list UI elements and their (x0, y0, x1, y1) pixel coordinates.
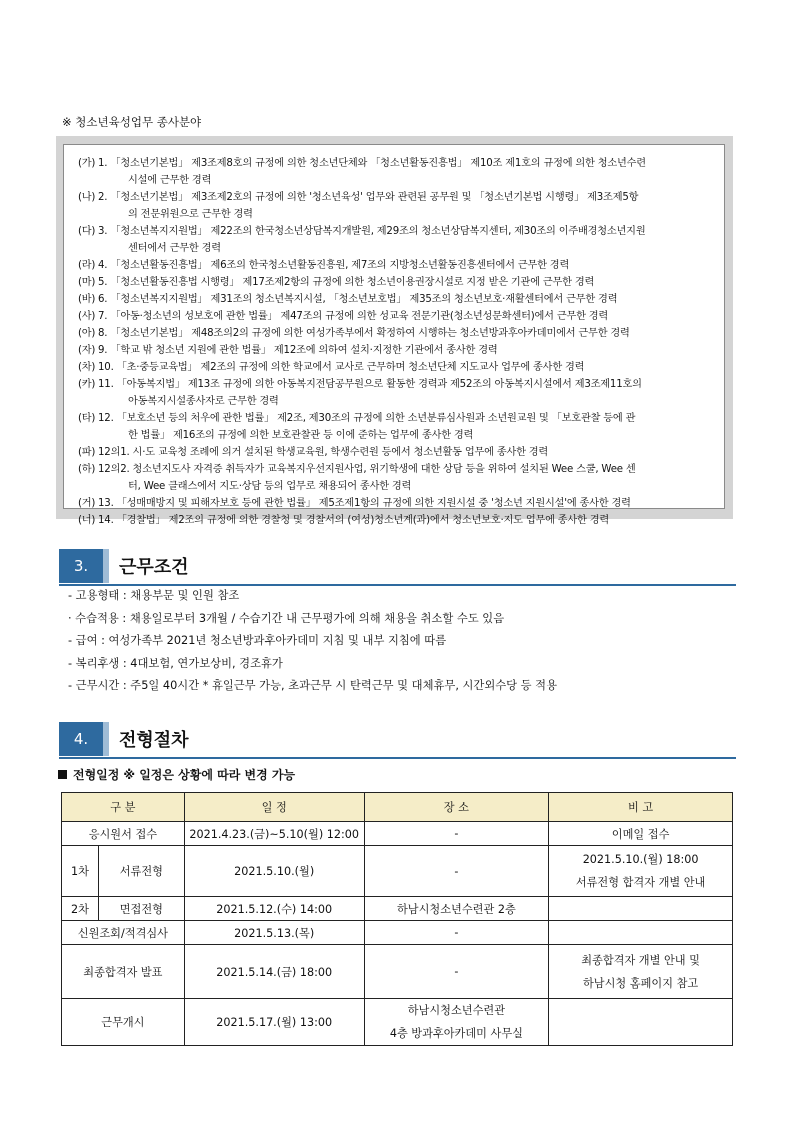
row-note (549, 897, 733, 921)
qualification-box (56, 136, 733, 526)
table-row (62, 945, 733, 999)
qualification-item (78, 461, 714, 478)
table-row (62, 921, 733, 945)
section-rule (59, 757, 736, 759)
qualification-item (78, 291, 714, 308)
row-date: 2021.5.13.(목) (184, 921, 364, 945)
qualification-mark (78, 206, 98, 223)
qualification-item (78, 172, 714, 189)
schedule-title: 전형일정 (73, 768, 120, 782)
qualification-mark (78, 240, 98, 257)
row-note-line: 2021.5.10.(월) 18:00 (582, 853, 699, 866)
section-title: 전형절차 (119, 730, 189, 751)
qualification-mark: (바) (78, 294, 96, 305)
square-bullet-icon (58, 770, 67, 779)
row-place-line: 4층 방과후아카데미 사무실 (389, 1027, 523, 1040)
qualification-text: 9. 「학교 밖 청소년 지원에 관한 법률」 제12조에 의하여 설치·지정한 기관에서 종사한 경력 (98, 345, 498, 356)
qualification-item (78, 206, 714, 223)
header-place: 장 소 (364, 793, 549, 822)
qualification-mark (78, 172, 98, 189)
qualification-mark: (자) (78, 345, 96, 356)
header-note: 비 고 (549, 793, 733, 822)
table-row (62, 846, 733, 897)
qualification-item (78, 495, 714, 512)
row-note-line: 최종합격자 개별 안내 및 (581, 953, 700, 967)
qualification-item (78, 512, 714, 529)
condition-item: - 복리후생 : 4대보험, 연가보상비, 경조휴가 (68, 656, 283, 670)
condition-item: - 근무시간 : 주5일 40시간 * 휴일근무 가능, 초과근무 시 탄력근무 및 대체휴무, 시간외수당 등 적용 (68, 679, 558, 692)
row-label: 최종합격자 발표 (62, 945, 185, 999)
qualification-mark: (아) (78, 328, 96, 339)
row-place (364, 999, 549, 1046)
header-date: 일 정 (184, 793, 364, 822)
qualification-item (78, 240, 714, 257)
row-note (549, 846, 733, 897)
row-place-line: 하남시청소년수련관 (407, 1004, 506, 1017)
condition-item: - 급여 : 여성가족부 2021년 청소년방과후아카데미 지침 및 내부 지침에 따름 (68, 634, 447, 647)
qualification-item (78, 308, 714, 325)
schedule-heading (58, 766, 295, 783)
row-place: - (364, 921, 549, 945)
qualification-item (78, 325, 714, 342)
qualification-mark: (타) (78, 413, 96, 424)
qualification-mark: (너) (78, 515, 96, 526)
qualification-text: 3. 「청소년복지지원법」 제22조의 한국청소년상담복지개발원, 제29조의 청소년상담복지센터, 제30조의 이주배경청소년지원 (98, 226, 646, 237)
qualification-item (78, 444, 714, 461)
note-title: ※ 청소년육성업무 종사분야 (62, 115, 202, 129)
qualification-text: 12. 「보호소년 등의 처우에 관한 법률」 제2조, 제30조의 규정에 의한 소년분류심사원과 소년원교원 및 「보호관찰 등에 관 (98, 413, 636, 424)
row-place: - (364, 945, 549, 999)
qualification-text: 8. 「청소년기본법」 제48조의2의 규정에 의한 여성가족부에서 확정하여 시행하는 청소년방과후아카데미에서 근무한 경력 (98, 328, 630, 339)
header-category: 구 분 (62, 793, 185, 822)
qualification-mark (78, 427, 98, 444)
qualification-item (78, 376, 714, 393)
condition-item: - 고용형태 : 채용부문 및 인원 참조 (68, 589, 240, 602)
qualification-item (78, 274, 714, 291)
qualification-mark: (차) (78, 362, 96, 373)
qualification-text: 터, Wee 클래스에서 지도·상담 등의 업무로 채용되어 종사한 경력 (128, 481, 412, 492)
qualification-item (78, 393, 714, 410)
section-number: 4. (59, 722, 103, 756)
qualification-item (78, 410, 714, 427)
qualification-mark: (라) (78, 260, 96, 271)
qualification-text: 2. 「청소년기본법」 제3조제2호의 규정에 의한 '청소년육성' 업무와 관련된 공무원 및 「청소년기본법 시행령」 제3조제5항 (98, 192, 639, 203)
qualification-list (78, 155, 714, 529)
row-note (549, 921, 733, 945)
qualification-mark: (거) (78, 498, 96, 509)
section-number: 3. (59, 549, 103, 583)
qualification-mark: (하) (78, 464, 96, 475)
qualification-mark: (사) (78, 311, 96, 322)
schedule-note: ※ 일정은 상황에 따라 변경 가능 (123, 768, 296, 782)
qualification-item (78, 342, 714, 359)
row-label: 면접전형 (98, 897, 184, 921)
qualification-text: 10. 「초·중등교육법」 제2조의 규정에 의한 학교에서 교사로 근무하며 청소년단체 지도교사 업무에 종사한 경력 (98, 362, 585, 373)
work-conditions-list (68, 585, 557, 698)
qualification-text: 7. 「아동·청소년의 성보호에 관한 법률」 제47조의 규정에 의한 성교육 전문기관(청소년성문화센터)에서 근무한 경력 (98, 311, 609, 322)
row-date: 2021.5.12.(수) 14:00 (184, 897, 364, 921)
qualification-inner (63, 144, 725, 526)
qualification-text: 11. 「아동복지법」 제13조 규정에 의한 아동복지전담공무원으로 활동한 경력과 제52조의 아동복지시설에서 제3조제11호의 (98, 379, 642, 390)
condition-item: · 수습적용 : 채용일로부터 3개월 / 수습기간 내 근무평가에 의해 채용을 취소할 수도 있음 (68, 611, 505, 625)
qualification-mark (78, 393, 98, 410)
row-date: 2021.5.14.(금) 18:00 (184, 945, 364, 999)
qualification-text: 시설에 근무한 경력 (128, 175, 212, 186)
row-place: - (364, 822, 549, 846)
qualification-mark: (나) (78, 192, 96, 203)
qualification-text: 아동복지시설종사자로 근무한 경력 (128, 396, 279, 407)
row-step: 1차 (62, 846, 99, 897)
qualification-mark: (마) (78, 277, 96, 288)
row-label: 근무개시 (62, 999, 185, 1046)
table-row (62, 897, 733, 921)
qualification-text: 6. 「청소년복지지원법」 제31조의 청소년복지시설, 「청소년보호법」 제35조의 청소년보호·재활센터에서 근무한 경력 (98, 294, 618, 305)
schedule-table (61, 792, 733, 1046)
section-3-header (59, 549, 736, 583)
row-date: 2021.5.17.(월) 13:00 (184, 999, 364, 1046)
row-note-line: 서류전형 합격자 개별 안내 (575, 876, 706, 889)
table-header-row (62, 793, 733, 822)
qualification-item (78, 427, 714, 444)
qualification-item (78, 223, 714, 240)
row-label: 응시원서 접수 (62, 822, 185, 846)
row-label: 신원조회/적격심사 (62, 921, 185, 945)
qualification-text: 의 전문위원으로 근무한 경력 (128, 209, 253, 220)
qualification-text: 1. 「청소년기본법」 제3조제8호의 규정에 의한 청소년단체와 「청소년활동진흥법」 제10조 제1호의 규정에 의한 청소년수련 (98, 158, 646, 169)
row-note-line: 하남시청 홈페이지 참고 (583, 976, 699, 990)
section-4-header (59, 722, 736, 756)
qualification-mark: (파) (78, 447, 96, 458)
qualification-item (78, 478, 714, 495)
qualification-text: 12의1. 시·도 교육청 조례에 의거 설치된 학생교육원, 학생수련원 등에서 청소년활동 업무에 종사한 경력 (98, 447, 549, 458)
qualification-text: 5. 「청소년활동진흥법 시행령」 제17조제2항의 규정에 의한 청소년이용권장시설로 지정 받은 기관에 근무한 경력 (98, 277, 595, 288)
section-title: 근무조건 (119, 557, 189, 578)
qualification-item (78, 359, 714, 376)
row-note: 이메일 접수 (549, 822, 733, 846)
qualification-text: 한 법률」 제16조의 규정에 의한 보호관찰관 등 이에 준하는 업무에 종사한 경력 (128, 430, 474, 441)
qualification-text: 13. 「성매매방지 및 피해자보호 등에 관한 법률」 제5조제1항의 규정에 의한 지원시설 중 '청소년 지원시설'에 종사한 경력 (98, 498, 631, 509)
qualification-item (78, 189, 714, 206)
row-place: 하남시청소년수련관 2층 (364, 897, 549, 921)
row-note (549, 945, 733, 999)
qualification-text: 4. 「청소년활동진흥법」 제6조의 한국청소년활동진흥원, 제7조의 지방청소년활동진흥센터에서 근무한 경력 (98, 260, 570, 271)
row-note (549, 999, 733, 1046)
row-label: 서류전형 (98, 846, 184, 897)
qualification-text: 센터에서 근무한 경력 (128, 243, 221, 254)
row-date: 2021.4.23.(금)~5.10(월) 12:00 (184, 822, 364, 846)
row-place: - (364, 846, 549, 897)
qualification-mark: (가) (78, 158, 96, 169)
qualification-mark (78, 478, 98, 495)
qualification-item (78, 257, 714, 274)
qualification-item (78, 155, 714, 172)
qualification-text: 14. 「경찰법」 제2조의 규정에 의한 경찰청 및 경찰서의 (여성)청소년계(과)에서 청소년보호·지도 업무에 종사한 경력 (98, 515, 610, 526)
table-row (62, 822, 733, 846)
qualification-text: 12의2. 청소년지도사 자격증 취득자가 교육복지우선지원사업, 위기학생에 대한 상담 등을 위하여 설치된 Wee 스쿨, Wee 센 (98, 464, 636, 475)
row-date: 2021.5.10.(월) (184, 846, 364, 897)
qualification-mark: (카) (78, 379, 96, 390)
table-row (62, 999, 733, 1046)
row-step: 2차 (62, 897, 99, 921)
qualification-mark: (다) (78, 226, 96, 237)
